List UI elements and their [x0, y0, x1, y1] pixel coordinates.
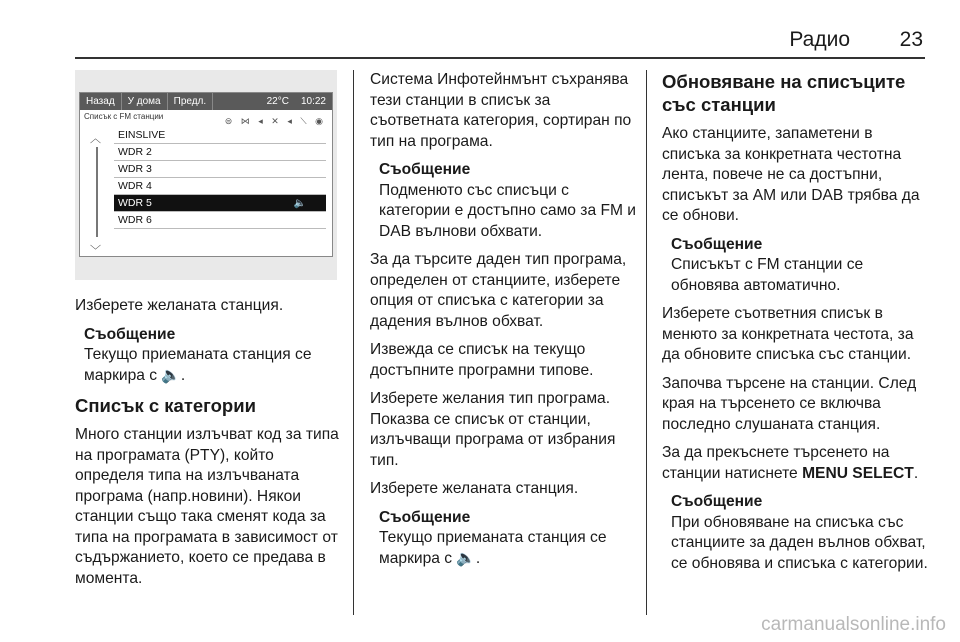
watermark: carmanualsonline.info — [761, 614, 946, 635]
paragraph: Система Инфотейнмънт съхранява тези станции в списък за съответната категория, сортиран по тип на програма. — [370, 71, 632, 150]
scroll-up-icon: ︿ — [90, 133, 101, 145]
screen-time: 10:22 — [300, 96, 326, 107]
note-text: Текущо приеманата станция се маркира с 🔈. — [379, 529, 607, 567]
screen-topbar — [80, 93, 332, 110]
text-span: За да прекъснете търсенето на станции натиснете — [662, 444, 890, 482]
column-3 — [662, 70, 932, 582]
station-item: EINSLIVE — [114, 127, 326, 144]
nav-home: У дома — [122, 93, 168, 110]
paragraph — [662, 443, 932, 484]
paragraph: За да търсите даден тип програма, определен от станциите, изберете опция от списъка с категории за дадения вълнов обхват. — [370, 251, 627, 330]
paragraph: Извежда се списък на текущо достъпните програмни типове. — [370, 341, 594, 379]
note-text: При обновяване на списъка със станциите за даден вълнов обхват, се обновява и списъка с категории. — [671, 513, 928, 572]
speaker-icon: 🔈 — [293, 198, 306, 209]
section-heading: Списък с категории — [75, 395, 256, 416]
paragraph: Много станции излъчват код за типа на програмата (PTY), който определя типа на излъчваната програма (напр.новини). Някои станции също така сменят кода за типа на програмата в зависимост от съдържанието, което се предава в момента. — [75, 426, 339, 587]
note-title: Съобщение — [671, 235, 763, 253]
paragraph: Изберете желания тип програма. Показва се списък от станции, излъчващи програма от избрания тип. — [370, 390, 616, 469]
station-item-selected — [114, 195, 326, 212]
note-title: Съобщение — [379, 161, 471, 178]
text-span: . — [913, 464, 919, 482]
note-text: Списъкът с FM станции се обновява автоматично. — [671, 256, 864, 294]
nav-back: Назад — [80, 93, 122, 110]
station-label: WDR 5 — [118, 197, 152, 209]
screen-subtitle: Списък с FM станции — [84, 112, 164, 121]
menu-select-label: MENU SELECT — [802, 464, 914, 482]
note-title: Съобщение — [671, 493, 763, 510]
status-icons: ⊜ ⋈ ◂ ✕ ◂ ⟍ ◉ — [224, 116, 326, 126]
note — [370, 160, 638, 242]
column-divider — [646, 70, 647, 615]
station-list — [114, 127, 326, 229]
page-header — [0, 28, 960, 60]
nav-fav: Предл. — [168, 93, 214, 110]
note — [75, 325, 340, 387]
note-title: Съобщение — [379, 508, 471, 526]
radio-screenshot — [75, 70, 337, 280]
station-item: WDR 4 — [114, 178, 326, 195]
station-item: WDR 3 — [114, 161, 326, 178]
column-1 — [75, 70, 340, 597]
header-rule — [75, 57, 925, 59]
station-item: WDR 2 — [114, 144, 326, 161]
page-number: 23 — [899, 28, 923, 51]
station-item: WDR 6 — [114, 212, 326, 229]
scroll-down-icon: ﹀ — [90, 245, 101, 257]
paragraph: Започва търсене на станции. След края на търсенето се включва последно слушаната станция. — [662, 374, 917, 433]
screen-temp: 22°C — [266, 96, 289, 107]
note — [370, 508, 638, 570]
column-2 — [370, 70, 638, 577]
note-text: Подменюто със списъци с категории е достъпно само за FM и DAB вълнови обхвати. — [379, 181, 637, 240]
paragraph: Изберете желаната станция. — [75, 297, 284, 314]
note-text: Текущо приеманата станция се маркира с 🔈. — [84, 346, 312, 384]
note-title: Съобщение — [84, 325, 176, 343]
paragraph: Изберете желаната станция. — [370, 480, 579, 497]
infotainment-screen — [79, 92, 333, 257]
column-divider — [353, 70, 354, 615]
page-title: Радио — [789, 28, 850, 51]
section-heading: Обновяване на списъците със станции — [662, 71, 906, 115]
scroll-track — [96, 147, 98, 237]
paragraph: Ако станциите, запаметени в списъка за конкретната честотна лента, повече не са достъпни, списъкът за AM или DAB трябва да се обнови. — [662, 125, 920, 224]
note — [662, 492, 932, 574]
paragraph: Изберете съответния списък в менюто за конкретната честота, за да обновите списъка със станции. — [662, 305, 914, 363]
note — [662, 235, 932, 297]
